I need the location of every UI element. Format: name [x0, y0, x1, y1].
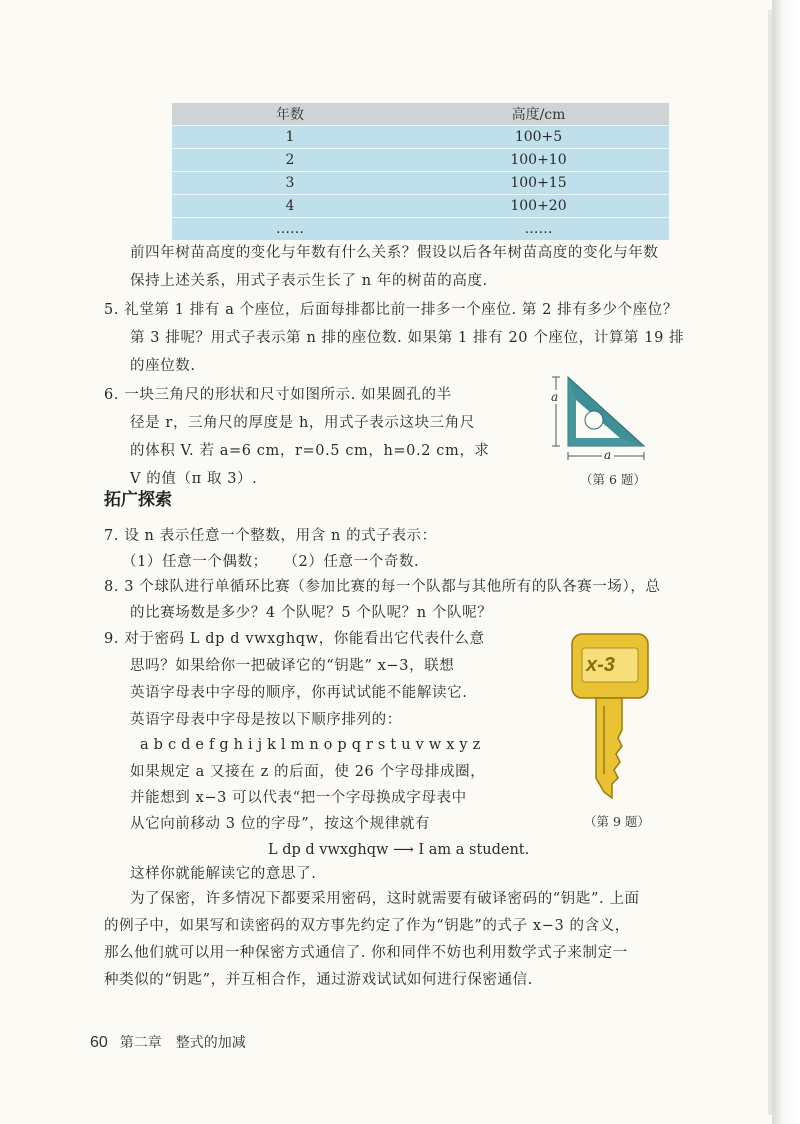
- closing-text-line: 为了保密，许多情况下都要采用密码，这时就需要有破译密码的“钥匙”. 上面: [130, 891, 640, 907]
- figure-6-caption: （第 6 题）: [580, 472, 646, 487]
- alphabet-sequence: a b c d e f g h i j k l m n o p q r s t u v w x y z: [140, 737, 481, 753]
- q9-text-line: 英语字母表中字母的顺序，你再试试能不能解读它.: [130, 685, 468, 701]
- table-cell: 100+15: [408, 172, 669, 195]
- q9-text-line: 英语字母表中字母是按以下顺序排列的：: [130, 712, 402, 728]
- q9-text-line: 从它向前移动 3 位的字母”，按这个规律就有: [130, 816, 431, 832]
- chapter-title: 第二章 整式的加减: [119, 1035, 246, 1051]
- q6-text-line: 6. 一块三角尺的形状和尺寸如图所示. 如果圆孔的半: [104, 387, 452, 403]
- table-cell: 4: [172, 195, 408, 218]
- q8-text-line: 8. 3 个球队进行单循环比赛（参加比赛的每一个队都与其他所有的队各赛一场），总: [104, 579, 661, 595]
- table-header-years: 年数: [172, 103, 408, 126]
- table-cell: ……: [408, 218, 669, 241]
- table-row: [172, 218, 669, 241]
- q5-text-line: 5. 礼堂第 1 排有 a 个座位，后面每排都比前一排多一个座位. 第 2 排有多少个座位？: [104, 302, 679, 318]
- decode-example: L dp d vwxghqw ⟶ I am a student.: [268, 842, 530, 858]
- q9-text-line: 9. 对于密码 L dp d vwxghqw，你能看出它代表什么意: [104, 631, 485, 647]
- q9-text-line: 思吗？如果给你一把破译它的“钥匙” x−3，联想: [130, 658, 455, 674]
- q8-text-line: 的比赛场数是多少？4 个队呢？5 个队呢？n 个队呢？: [130, 605, 493, 621]
- q7-text-line: （1）任意一个偶数； （2）任意一个奇数.: [122, 554, 420, 570]
- q4-text-line: 保持上述关系，用式子表示生长了 n 年的树苗的高度.: [130, 273, 488, 289]
- q9-text-line: 如果规定 a 又接在 z 的后面，使 26 个字母排成圈，: [130, 764, 486, 780]
- q7-text-line: 7. 设 n 表示任意一个整数，用含 n 的式子表示：: [104, 528, 437, 544]
- q5-text-line: 第 3 排呢？用式子表示第 n 排的座位数. 如果第 1 排有 20 个座位，计算第 19 排: [130, 330, 685, 346]
- closing-text-line: 种类似的“钥匙”，并互相合作，通过游戏试试如何进行保密通信.: [104, 972, 533, 988]
- height-table: [172, 103, 669, 240]
- page-footer: [90, 1032, 246, 1052]
- q9-text-line: 这样你就能解读它的意思了.: [130, 866, 317, 882]
- triangle-label-vertical: a: [551, 390, 559, 404]
- table-cell: ……: [172, 218, 408, 241]
- figure-9-caption: （第 9 题）: [584, 814, 650, 829]
- q4-text-line: 前四年树苗高度的变化与年数有什么关系？假设以后各年树苗高度的变化与年数: [130, 245, 659, 261]
- table-row: [172, 149, 669, 172]
- book-edge: [772, 0, 800, 1124]
- key-blade: [596, 698, 622, 798]
- table-cell: 100+5: [408, 126, 669, 149]
- key-tag-text: x-3: [586, 654, 615, 676]
- q5-text-line: 的座位数.: [130, 358, 196, 374]
- closing-text-line: 的例子中，如果写和读密码的双方事先约定了作为“钥匙”的式子 x−3 的含义，: [104, 918, 630, 934]
- closing-text-line: 那么他们就可以用一种保密方式通信了. 你和同伴不妨也利用数学式子来制定一: [104, 945, 628, 961]
- q6-text-line: V 的值（π 取 3）.: [130, 471, 258, 487]
- table-cell: 100+10: [408, 149, 669, 172]
- page-number: 60: [90, 1034, 108, 1051]
- table-cell: 100+20: [408, 195, 669, 218]
- q6-text-line: 径是 r，三角尺的厚度是 h，用式子表示这块三角尺: [130, 415, 475, 431]
- triangle-ruler-figure: [548, 372, 648, 464]
- table-row: [172, 126, 669, 149]
- round-hole: [585, 411, 603, 429]
- table-row: [172, 172, 669, 195]
- section-title: 拓广探索: [104, 490, 172, 510]
- triangle-label-bottom: a: [604, 448, 612, 462]
- q9-text-line: 并能想到 x−3 可以代表“把一个字母换成字母表中: [130, 790, 467, 806]
- table-row: [172, 195, 669, 218]
- table-header-height: 高度/cm: [408, 103, 669, 126]
- table-cell: 2: [172, 149, 408, 172]
- table-cell: 1: [172, 126, 408, 149]
- q6-text-line: 的体积 V. 若 a=6 cm，r=0.5 cm，h=0.2 cm，求: [130, 443, 490, 459]
- table-cell: 3: [172, 172, 408, 195]
